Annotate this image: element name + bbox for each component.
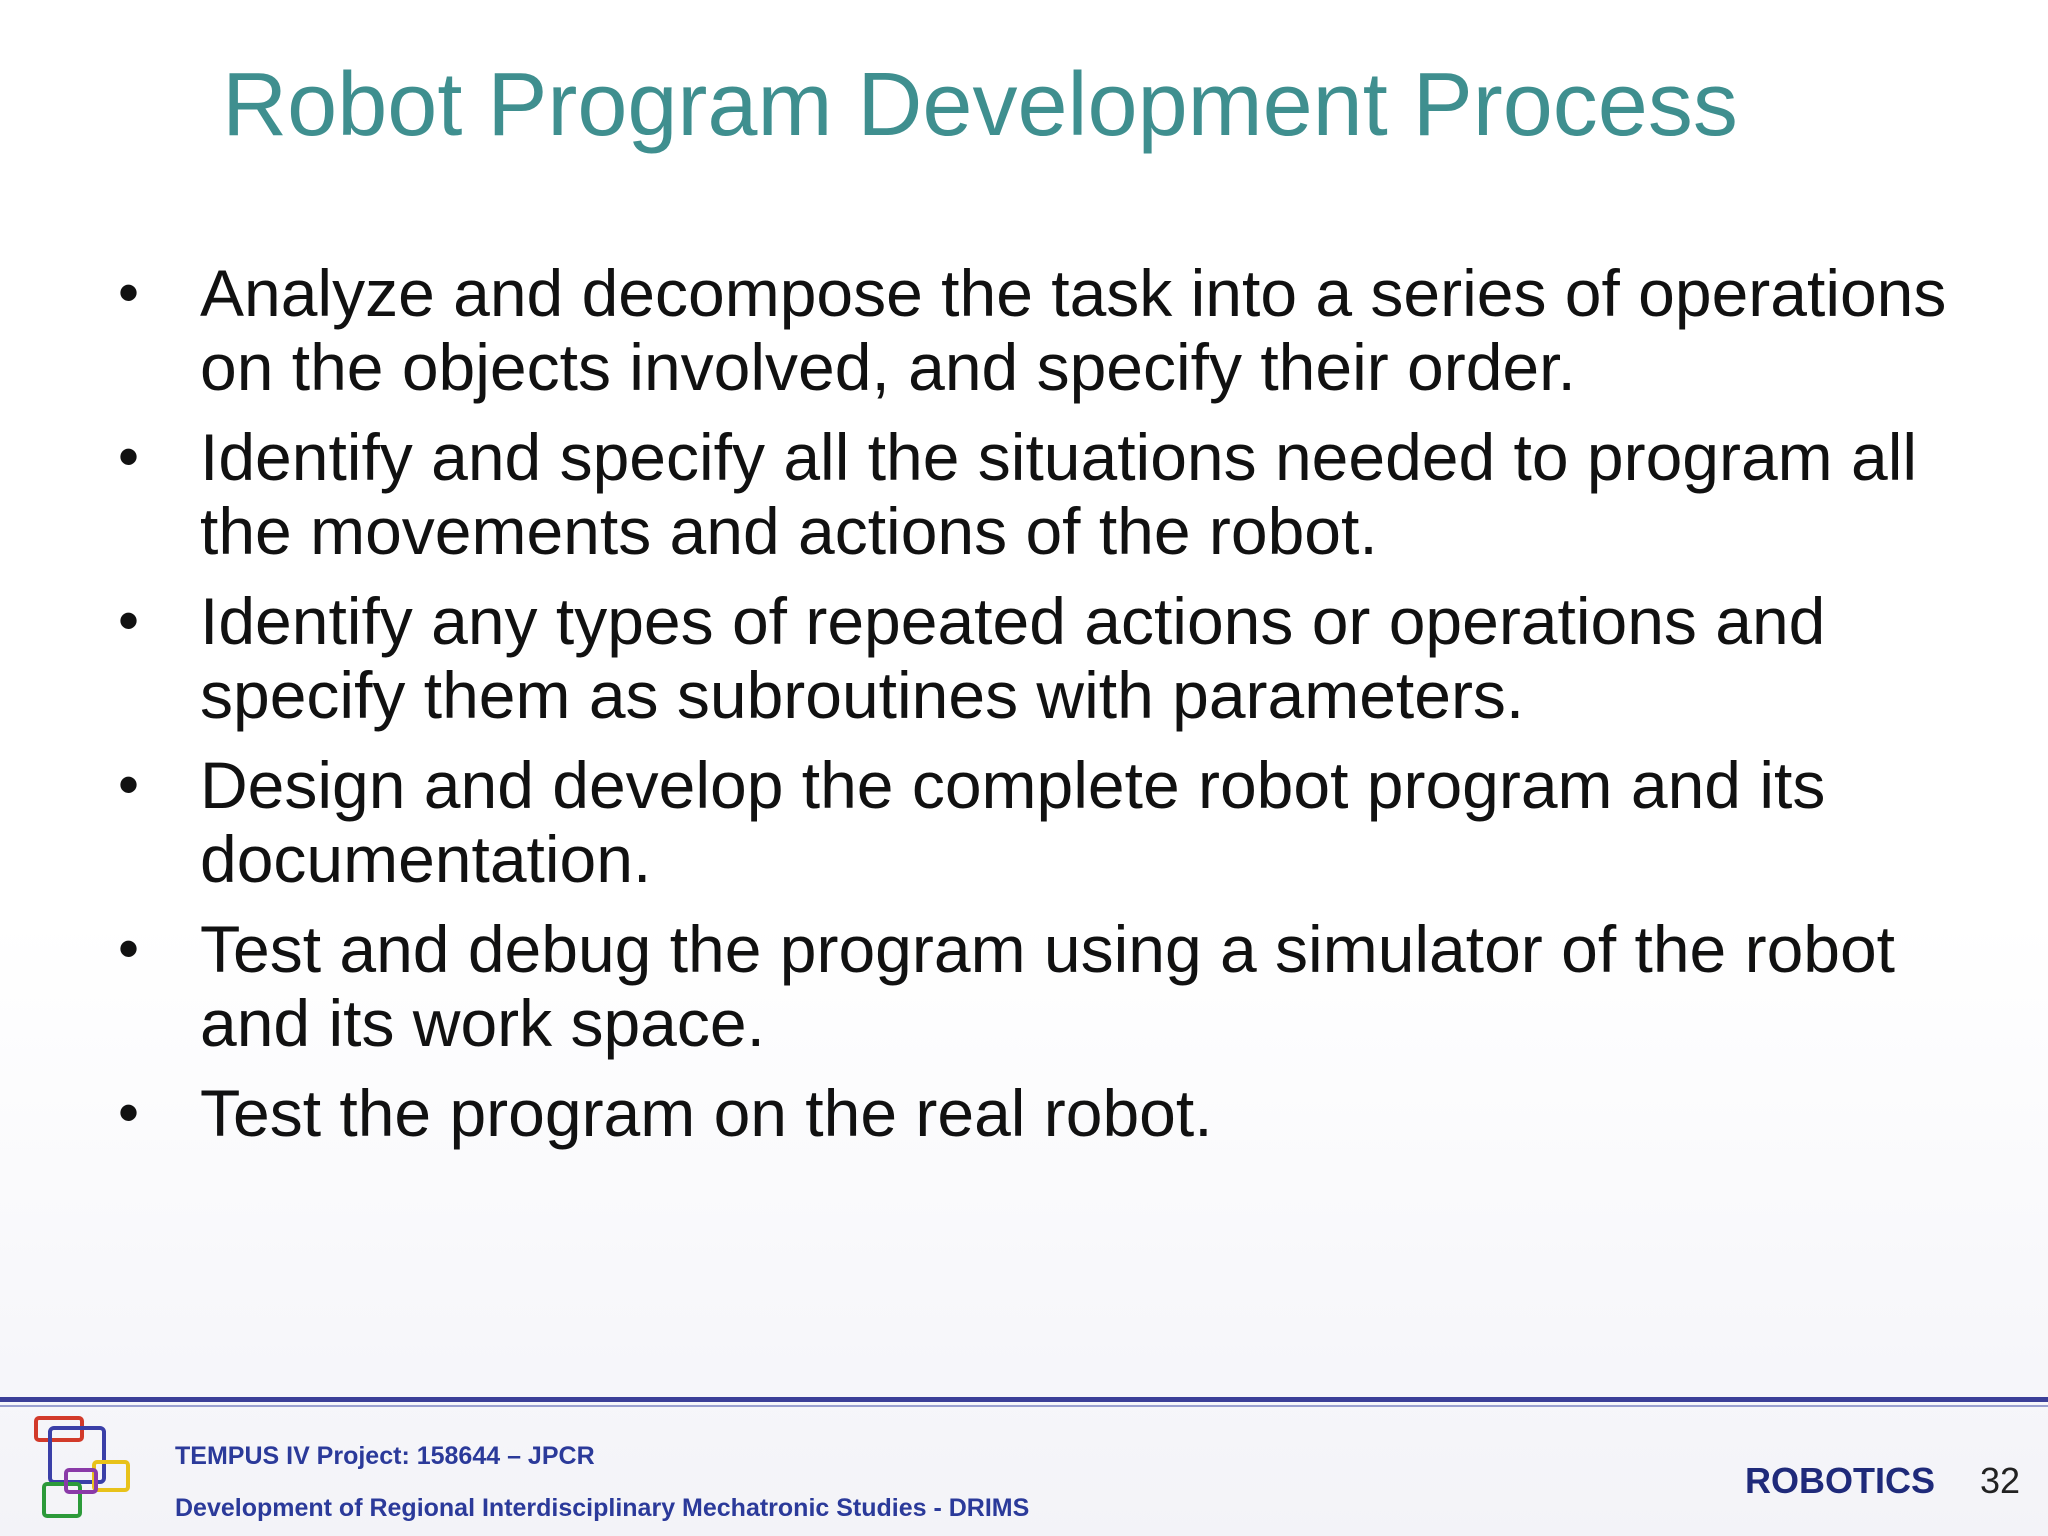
bullet-text: Design and develop the complete robot program and its documentation. [200, 748, 1826, 896]
drims-logo-icon [30, 1414, 142, 1526]
bullet-item [118, 1076, 1978, 1150]
bullet-item [118, 256, 1978, 404]
bullet-list [118, 256, 1978, 1166]
bullet-item [118, 912, 1978, 1060]
bullet-marker: • [118, 259, 140, 326]
bullet-text: Identify any types of repeated actions or operations and specify them as subroutines with parameters. [200, 584, 1826, 732]
bullet-marker: • [118, 1079, 140, 1146]
bullet-item [118, 420, 1978, 568]
bullet-item [118, 748, 1978, 896]
footer-project-name: Development of Regional Interdisciplinary Mechatronic Studies - DRIMS [175, 1494, 1030, 1522]
bullet-text: Test the program on the real robot. [200, 1076, 1213, 1150]
bullet-item [118, 584, 1978, 732]
footer-project-line: TEMPUS IV Project: 158644 – JPCR [175, 1442, 595, 1470]
bullet-text: Identify and specify all the situations needed to program all the movements and actions of the robot. [200, 420, 1918, 568]
footer-divider [0, 1397, 2048, 1402]
slide-title: Robot Program Development Process [222, 55, 1738, 155]
bullet-text: Analyze and decompose the task into a series of operations on the objects involved, and specify their order. [200, 256, 1947, 404]
footer-divider-shadow [0, 1405, 2048, 1407]
bullet-text: Test and debug the program using a simulator of the robot and its work space. [200, 912, 1896, 1060]
footer-brand: ROBOTICS [1745, 1460, 1936, 1501]
page-number: 32 [1980, 1460, 2021, 1501]
bullet-marker: • [118, 587, 140, 654]
bullet-marker: • [118, 915, 140, 982]
bullet-marker: • [118, 423, 140, 490]
bullet-marker: • [118, 751, 140, 818]
